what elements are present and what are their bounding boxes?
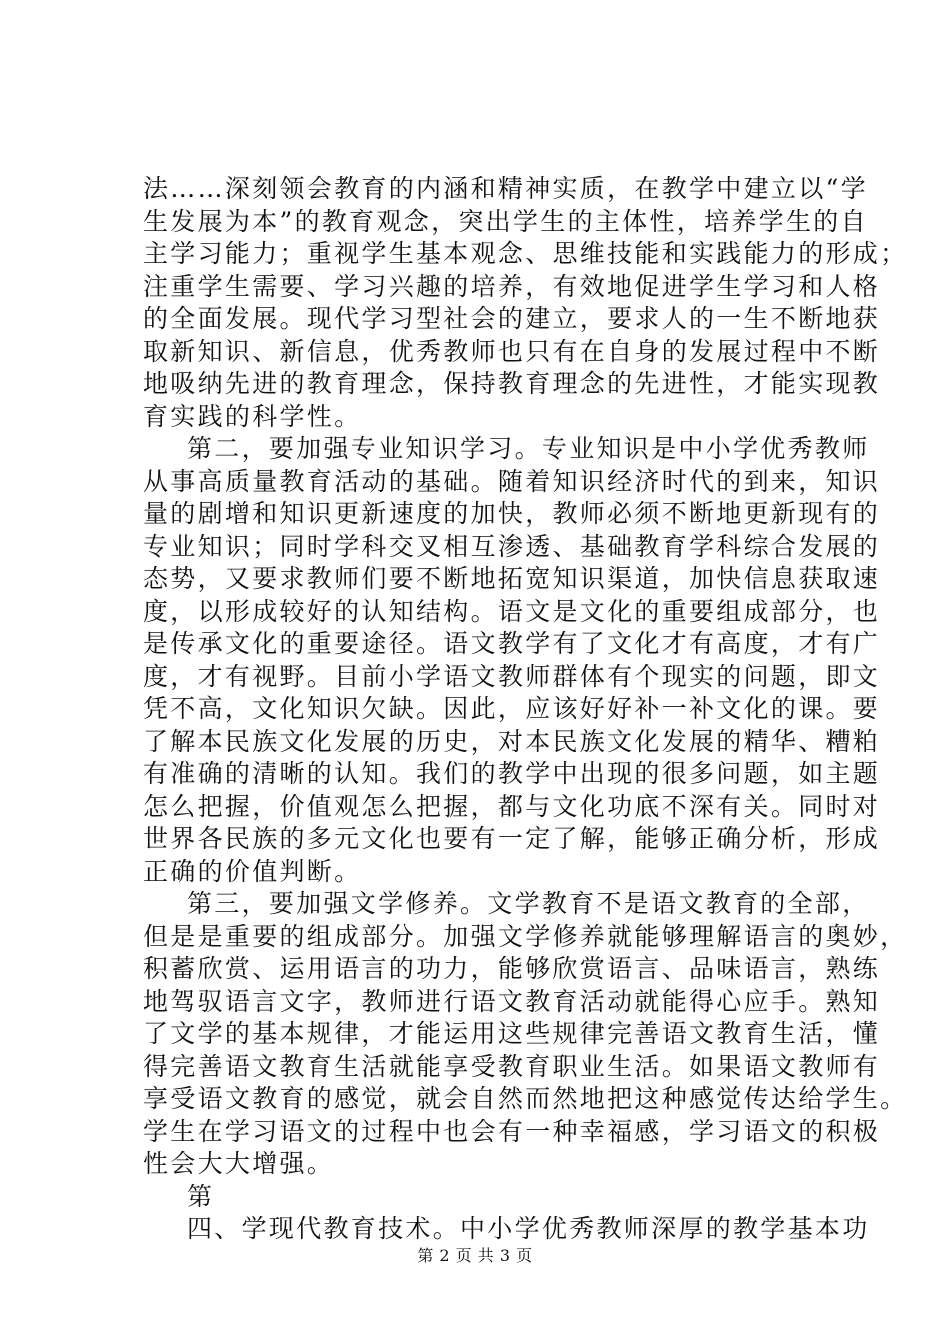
text-line: 取新知识、新信息，优秀教师也只有在自身的发展过程中不断 xyxy=(143,336,881,366)
text-line: 是传承文化的重要途径。语文教学有了文化才有高度，才有广 xyxy=(143,629,881,658)
text-line: 了文学的基本规律，才能运用这些规律完善语文教育生活，懂 xyxy=(143,1019,881,1048)
text-line: 的全面发展。现代学习型社会的建立，要求人的一生不断地获 xyxy=(143,304,881,333)
text-line: 性会大大增强。 xyxy=(143,1149,335,1178)
text-line: 地吸纳先进的教育理念，保持教育理念的先进性，才能实现教 xyxy=(143,369,881,398)
text-line: 主学习能力；重视学生基本观念、思维技能和实践能力的形成； xyxy=(143,239,908,268)
body-text xyxy=(143,173,908,1246)
text-line: 态势，又要求教师们要不断地拓宽知识渠道，加快信息获取速 xyxy=(143,564,881,593)
text-line: 法……深刻领会教育的内涵和精神实质，在教学中建立以“学 xyxy=(143,174,868,203)
text-line: 量的剧增和知识更新速度的加快，教师必须不断地更新现有的 xyxy=(143,499,881,528)
paragraph-start-line: 第二，要加强专业知识学习。专业知识是中小学优秀教师 xyxy=(187,434,870,463)
text-line: 但是是重要的组成部分。加强文学修养就能够理解语言的奥妙， xyxy=(143,921,908,951)
paragraph-start-line: 第 xyxy=(187,1181,215,1211)
text-line: 世界各民族的多元文化也要有一定了解，能够正确分析，形成 xyxy=(143,824,881,853)
text-line: 积蓄欣赏、运用语言的功力，能够欣赏语言、品味语言，熟练 xyxy=(143,954,881,983)
text-line: 地驾驭语言文字，教师进行语文教育活动就能得心应手。熟知 xyxy=(143,986,881,1016)
text-line: 得完善语文教育生活就能享受教育职业生活。如果语文教师有 xyxy=(143,1051,881,1081)
text-line: 从事高质量教育活动的基础。随着知识经济时代的到来，知识 xyxy=(143,466,881,496)
text-line: 学生在学习语文的过程中也会有一种幸福感，学习语文的积极 xyxy=(143,1116,881,1146)
text-line: 度，以形成较好的认知结构。语文是文化的重要组成部分，也 xyxy=(143,596,881,626)
paragraph-start-line: 第三，要加强文学修养。文学教育不是语文教育的全部， xyxy=(187,889,870,918)
text-line: 度，才有视野。目前小学语文教师群体有个现实的问题，即文 xyxy=(143,661,881,691)
text-line: 享受语文教育的感觉，就会自然而然地把这种感觉传达给学生。 xyxy=(143,1084,908,1113)
text-line: 了解本民族文化发展的历史，对本民族文化发展的精华、糟粕 xyxy=(143,726,881,756)
text-line: 怎么把握，价值观怎么把握，都与文化功底不深有关。同时对 xyxy=(143,791,881,821)
text-line: 有准确的清晰的认知。我们的教学中出现的很多问题，如主题 xyxy=(143,759,881,788)
text-line: 专业知识；同时学科交叉相互渗透、基础教育学科综合发展的 xyxy=(143,531,881,561)
text-line: 注重学生需要、学习兴趣的培养，有效地促进学生学习和人格 xyxy=(143,271,881,301)
text-line: 育实践的科学性。 xyxy=(143,401,362,431)
paragraph-start-line: 四、学现代教育技术。中小学优秀教师深厚的教学基本功 xyxy=(187,1214,870,1243)
text-line: 生发展为本”的教育观念，突出学生的主体性，培养学生的自 xyxy=(143,206,868,236)
page-footer: 第 2 页 共 3 页 xyxy=(417,1246,533,1265)
text-line: 凭不高，文化知识欠缺。因此，应该好好补一补文化的课。要 xyxy=(143,694,881,723)
text-line: 正确的价值判断。 xyxy=(143,856,362,886)
